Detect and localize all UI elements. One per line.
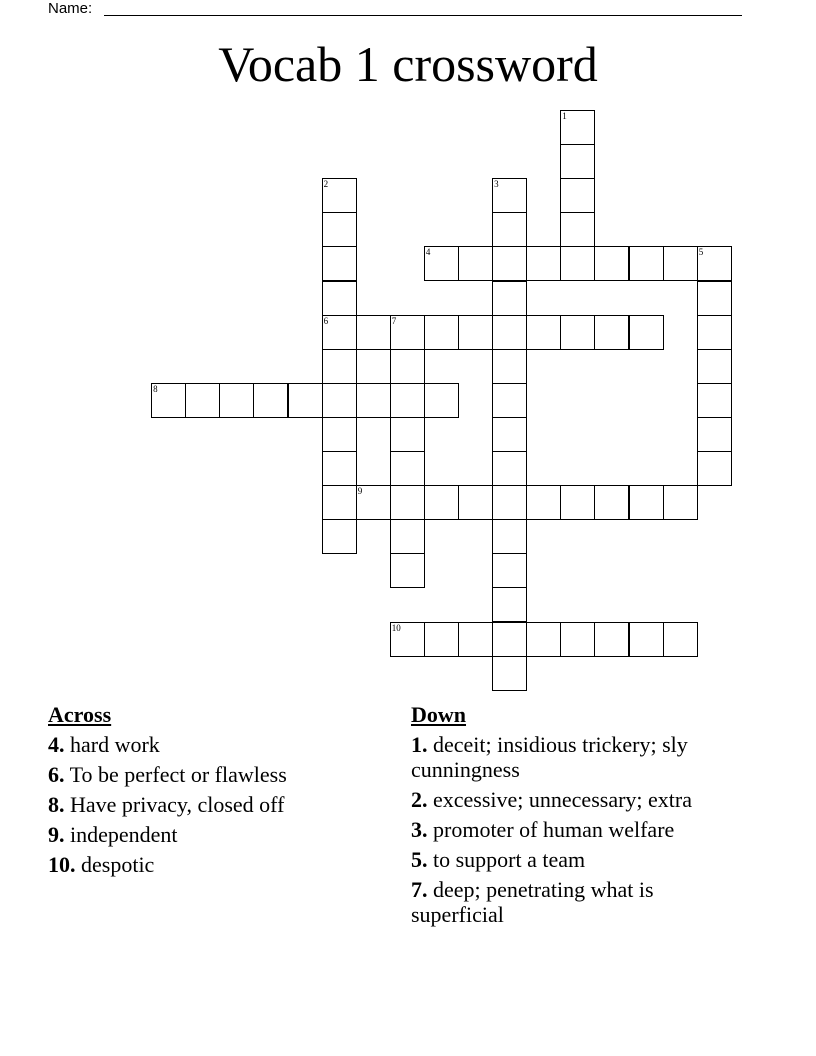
grid-cell[interactable] bbox=[390, 417, 425, 452]
grid-cell[interactable] bbox=[492, 383, 527, 418]
grid-cell[interactable] bbox=[390, 519, 425, 554]
grid-cell[interactable] bbox=[492, 315, 527, 350]
grid-cell[interactable] bbox=[322, 315, 357, 350]
grid-cell[interactable] bbox=[697, 451, 732, 486]
grid-cell[interactable] bbox=[322, 451, 357, 486]
grid-cell[interactable] bbox=[185, 383, 220, 418]
clue-number: 6. bbox=[48, 762, 65, 787]
page-title: Vocab 1 crossword bbox=[218, 36, 598, 92]
grid-cell[interactable] bbox=[560, 622, 595, 657]
grid-cell[interactable] bbox=[356, 383, 391, 418]
grid-cell[interactable] bbox=[629, 315, 664, 350]
grid-cell[interactable] bbox=[697, 315, 732, 350]
grid-cell[interactable] bbox=[594, 485, 629, 520]
grid-cell[interactable] bbox=[526, 485, 561, 520]
grid-cell[interactable] bbox=[492, 656, 527, 691]
clue-down bbox=[411, 847, 751, 872]
grid-cell[interactable] bbox=[219, 383, 254, 418]
grid-cell[interactable] bbox=[356, 485, 391, 520]
grid-cell[interactable] bbox=[663, 622, 698, 657]
clue-text: deceit; insidious trickery; sly cunningness bbox=[411, 732, 688, 782]
clue-number: 7. bbox=[411, 877, 428, 902]
grid-cell[interactable] bbox=[458, 246, 493, 281]
grid-cell[interactable] bbox=[560, 110, 595, 145]
cell-number: 6 bbox=[323, 315, 329, 326]
grid-cell[interactable] bbox=[322, 485, 357, 520]
grid-cell[interactable] bbox=[492, 622, 527, 657]
cell-number: 2 bbox=[323, 179, 329, 190]
grid-cell[interactable] bbox=[322, 383, 357, 418]
grid-cell[interactable] bbox=[492, 246, 527, 281]
grid-cell[interactable] bbox=[697, 417, 732, 452]
grid-cell[interactable] bbox=[594, 315, 629, 350]
grid-cell[interactable] bbox=[629, 485, 664, 520]
grid-cell[interactable] bbox=[424, 246, 459, 281]
grid-cell[interactable] bbox=[390, 451, 425, 486]
grid-cell[interactable] bbox=[356, 315, 391, 350]
grid-cell[interactable] bbox=[594, 246, 629, 281]
grid-cell[interactable] bbox=[526, 246, 561, 281]
grid-cell[interactable] bbox=[390, 315, 425, 350]
grid-cell[interactable] bbox=[390, 349, 425, 384]
grid-cell[interactable] bbox=[560, 485, 595, 520]
cell-number: 10 bbox=[391, 622, 401, 633]
cell-number: 5 bbox=[698, 247, 704, 258]
grid-cell[interactable] bbox=[390, 383, 425, 418]
grid-cell[interactable] bbox=[526, 622, 561, 657]
clue-text: deep; penetrating what is superficial bbox=[411, 877, 654, 927]
grid-cell[interactable] bbox=[560, 144, 595, 179]
cell-number: 4 bbox=[425, 247, 431, 258]
grid-cell[interactable] bbox=[322, 519, 357, 554]
grid-cell[interactable] bbox=[663, 246, 698, 281]
clue-across bbox=[48, 792, 388, 817]
clue-down bbox=[411, 877, 751, 927]
clue-across bbox=[48, 762, 388, 787]
clue-down bbox=[411, 817, 751, 842]
clue-text: to support a team bbox=[433, 847, 586, 872]
grid-cell[interactable] bbox=[492, 553, 527, 588]
grid-cell[interactable] bbox=[322, 212, 357, 247]
clue-across bbox=[48, 852, 388, 877]
grid-cell[interactable] bbox=[560, 246, 595, 281]
grid-cell[interactable] bbox=[390, 553, 425, 588]
across-heading: Across bbox=[48, 702, 112, 727]
grid-cell[interactable] bbox=[322, 178, 357, 213]
grid-cell[interactable] bbox=[697, 281, 732, 316]
grid-cell[interactable] bbox=[697, 349, 732, 384]
grid-cell[interactable] bbox=[458, 485, 493, 520]
clue-number: 9. bbox=[48, 822, 65, 847]
grid-cell[interactable] bbox=[492, 349, 527, 384]
grid-cell[interactable] bbox=[560, 178, 595, 213]
grid-cell[interactable] bbox=[390, 485, 425, 520]
clue-number: 8. bbox=[48, 792, 65, 817]
grid-cell[interactable] bbox=[424, 485, 459, 520]
grid-cell[interactable] bbox=[492, 212, 527, 247]
clue-number: 5. bbox=[411, 847, 428, 872]
grid-cell[interactable] bbox=[322, 349, 357, 384]
grid-cell[interactable] bbox=[697, 383, 732, 418]
grid-cell[interactable] bbox=[424, 315, 459, 350]
cell-number: 8 bbox=[153, 383, 158, 394]
grid-cell[interactable] bbox=[492, 178, 527, 213]
grid-cell[interactable] bbox=[560, 212, 595, 247]
grid-cell[interactable] bbox=[322, 281, 357, 316]
grid-cell[interactable] bbox=[560, 315, 595, 350]
clue-text: Have privacy, closed off bbox=[70, 792, 285, 817]
grid-cell[interactable] bbox=[492, 587, 527, 622]
clue-text: promoter of human welfare bbox=[433, 817, 675, 842]
clue-down bbox=[411, 787, 751, 812]
grid-cell[interactable] bbox=[390, 622, 425, 657]
grid-cell[interactable] bbox=[424, 383, 459, 418]
grid-cell[interactable] bbox=[253, 383, 288, 418]
clue-text: To be perfect or flawless bbox=[69, 762, 287, 787]
grid-cell[interactable] bbox=[424, 622, 459, 657]
grid-cell[interactable] bbox=[458, 622, 493, 657]
clue-across bbox=[48, 822, 388, 847]
grid-cell[interactable] bbox=[492, 281, 527, 316]
name-label: Name: bbox=[48, 0, 93, 17]
grid-cell[interactable] bbox=[629, 622, 664, 657]
cell-number: 9 bbox=[357, 486, 363, 497]
grid-cell[interactable] bbox=[526, 315, 561, 350]
clue-text: hard work bbox=[70, 732, 160, 757]
grid-cell[interactable] bbox=[322, 246, 357, 281]
grid-cell[interactable] bbox=[492, 519, 527, 554]
grid-cell[interactable] bbox=[288, 383, 323, 418]
grid-cell[interactable] bbox=[629, 246, 664, 281]
grid-cell[interactable] bbox=[492, 485, 527, 520]
grid-cell[interactable] bbox=[594, 622, 629, 657]
clue-number: 4. bbox=[48, 732, 65, 757]
grid-cell[interactable] bbox=[458, 315, 493, 350]
clue-text: independent bbox=[70, 822, 178, 847]
cell-number: 3 bbox=[494, 179, 499, 190]
clue-number: 2. bbox=[411, 787, 428, 812]
down-clues bbox=[411, 702, 751, 932]
grid-cell[interactable] bbox=[492, 417, 527, 452]
clue-text: despotic bbox=[81, 852, 155, 877]
grid-cell[interactable] bbox=[151, 383, 186, 418]
grid-cell[interactable] bbox=[322, 417, 357, 452]
clue-down bbox=[411, 732, 751, 782]
clue-across bbox=[48, 732, 388, 757]
clue-number: 3. bbox=[411, 817, 428, 842]
clue-number: 10. bbox=[48, 852, 76, 877]
grid-cell[interactable] bbox=[663, 485, 698, 520]
clue-text: excessive; unnecessary; extra bbox=[433, 787, 692, 812]
cell-number: 1 bbox=[562, 111, 567, 121]
clue-number: 1. bbox=[411, 732, 428, 757]
cell-number: 7 bbox=[391, 315, 397, 326]
grid-cell[interactable] bbox=[492, 451, 527, 486]
across-clues bbox=[48, 702, 388, 882]
down-heading: Down bbox=[411, 702, 467, 727]
grid-cell[interactable] bbox=[697, 246, 732, 281]
